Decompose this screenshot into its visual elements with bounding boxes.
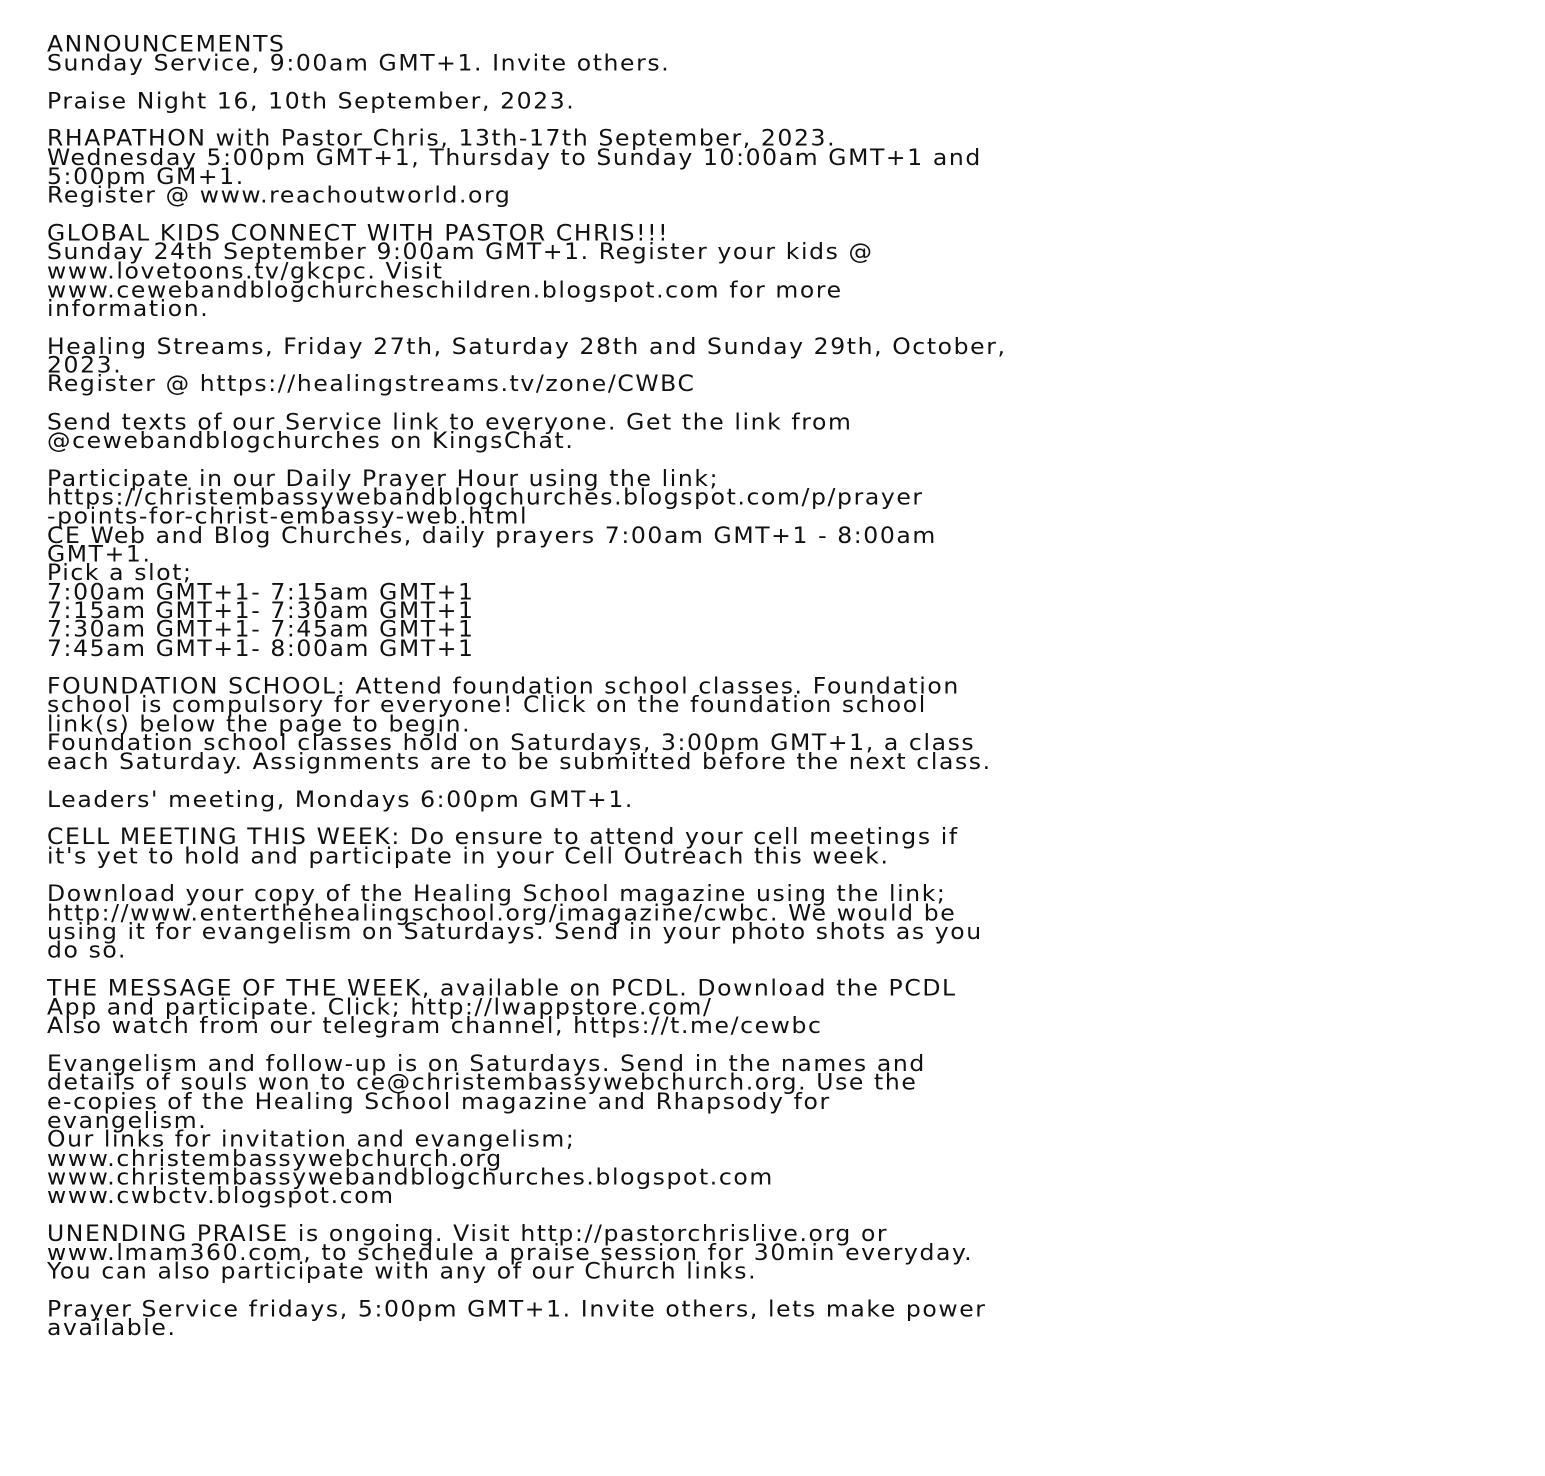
announcement-line: available. <box>47 1314 177 1341</box>
announcement-line: Praise Night 16, 10th September, 2023. <box>47 87 576 114</box>
announcement-line: Sunday Service, 9:00am GMT+1. Invite others. <box>47 50 671 77</box>
announcement-line: www.lmam360.com, to schedule a praise session for 30min everyday. <box>47 1239 974 1266</box>
announcement-line: UNENDING PRAISE is ongoing. Visit http://pastorchrislive.org or <box>47 1220 889 1247</box>
announcement-line: www.cewebandblogchurcheschildren.blogspot.com for more <box>47 276 843 303</box>
announcement-line: Sunday 24th September 9:00am GMT+1. Register your kids @ <box>47 238 874 265</box>
announcement-block <box>47 1050 1527 1209</box>
announcement-line: GMT+1. <box>47 540 152 567</box>
announcement-line: Foundation school classes hold on Saturdays, 3:00pm GMT+1, a class <box>47 729 976 756</box>
announcement-line: www.christembassywebandblogchurches.blogspot.com <box>47 1163 774 1190</box>
announcement-block <box>47 880 1527 964</box>
announcement-block <box>47 786 1527 813</box>
announcement-line: www.christembassywebchurch.org <box>47 1144 503 1172</box>
announcement-line: it's yet to hold and participate in your Cell Outreach this week. <box>47 842 890 869</box>
announcement-block <box>47 220 1527 322</box>
announcement-line: Download your copy of the Healing School magazine using the link; <box>47 880 947 907</box>
announcement-line: Send texts of our Service link to everyone. Get the link from <box>47 408 853 435</box>
announcement-line: school is compulsory for everyone! Click on the foundation school <box>47 691 927 718</box>
announcement-block <box>47 465 1527 662</box>
announcements-document <box>47 31 1527 1356</box>
announcement-line: ANNOUNCEMENTS <box>47 31 286 58</box>
announcement-block <box>47 824 1527 869</box>
announcement-line: Register @ https://healingstreams.tv/zone/CWBC <box>47 371 696 398</box>
announcement-line: Wednesday 5:00pm GMT+1, Thursday to Sunday 10:00am GMT+1 and <box>47 144 982 171</box>
announcement-line: RHAPATHON with Pastor Chris, 13th-17th September, 2023. <box>47 125 837 152</box>
announcement-line: FOUNDATION SCHOOL: Attend foundation school classes. Foundation <box>47 673 960 700</box>
announcement-line: Our links for invitation and evangelism; <box>47 1126 576 1153</box>
announcement-line: Register @ www.reachoutworld.org <box>47 182 512 209</box>
announcement-block <box>47 1220 1527 1285</box>
announcement-block <box>47 975 1527 1039</box>
announcement-line: 5:00pm GM+1. <box>47 163 245 190</box>
announcement-line: Leaders' meeting, Mondays 6:00pm GMT+1. <box>47 786 634 813</box>
announcement-line: 7:45am GMT+1- 8:00am GMT+1 <box>47 635 475 662</box>
announcement-line: @cewebandblogchurches on KingsChat. <box>47 427 575 454</box>
announcement-line: You can also participate with any of our Church links. <box>47 1258 758 1285</box>
announcement-block <box>47 408 1527 454</box>
announcement-line: 2023. <box>47 352 123 379</box>
announcement-block <box>47 333 1527 398</box>
announcement-line: Also watch from our telegram channel, https://t.me/cewbc <box>47 1012 823 1039</box>
announcement-line: do so. <box>47 937 128 964</box>
announcement-line: -points-for-christ-embassy-web.html <box>47 503 529 530</box>
announcement-block <box>47 125 1527 209</box>
announcement-line: GLOBAL KIDS CONNECT WITH PASTOR CHRIS!!! <box>47 220 670 247</box>
announcement-line: information. <box>47 295 210 322</box>
announcement-line: http://www.enterthehealingschool.org/imagazine/cwbc. We would be <box>47 899 957 926</box>
announcement-line: details of souls won to ce@christembassywebchurch.org. Use the <box>47 1069 918 1096</box>
announcement-line: link(s) below the page to begin. <box>47 710 472 737</box>
announcement-line: CE Web and Blog Churches, daily prayers 7:00am GMT+1 - 8:00am <box>47 522 937 549</box>
announcement-line: App and participate. Click; http://lwappstore.com/ <box>47 993 713 1021</box>
announcement-line: CELL MEETING THIS WEEK: Do ensure to attend your cell meetings if <box>47 824 959 851</box>
announcement-block <box>47 31 1527 77</box>
announcement-block <box>47 1295 1527 1341</box>
announcement-line: Healing Streams, Friday 27th, Saturday 28th and Sunday 29th, October, <box>47 333 1007 360</box>
announcement-line: www.lovetoons.tv/gkcpc. Visit <box>47 257 444 284</box>
announcement-line: 7:30am GMT+1- 7:45am GMT+1 <box>47 616 475 643</box>
announcement-line: www.cwbctv.blogspot.com <box>47 1182 395 1209</box>
announcement-line: evangelism. <box>47 1107 208 1134</box>
announcement-line: https://christembassywebandblogchurches.blogspot.com/p/prayer <box>47 484 924 511</box>
announcement-line: Evangelism and follow-up is on Saturdays. Send in the names and <box>47 1050 926 1077</box>
announcement-block <box>47 87 1527 114</box>
announcement-line: 7:15am GMT+1- 7:30am GMT+1 <box>47 597 475 624</box>
announcement-block <box>47 673 1527 775</box>
announcement-line: using it for evangelism on Saturdays. Send in your photo shots as you <box>47 918 983 945</box>
announcement-line: e-copies of the Healing School magazine and Rhapsody for <box>47 1088 831 1115</box>
announcement-line: Prayer Service fridays, 5:00pm GMT+1. Invite others, lets make power <box>47 1295 987 1323</box>
announcement-line: Participate in our Daily Prayer Hour using the link; <box>47 465 720 492</box>
announcement-line: each Saturday. Assignments are to be submitted before the next class. <box>47 748 992 775</box>
announcement-line: Pick a slot; <box>47 559 193 586</box>
announcement-line: 7:00am GMT+1- 7:15am GMT+1 <box>47 578 475 605</box>
announcement-line: THE MESSAGE OF THE WEEK, available on PCDL. Download the PCDL <box>47 975 957 1002</box>
